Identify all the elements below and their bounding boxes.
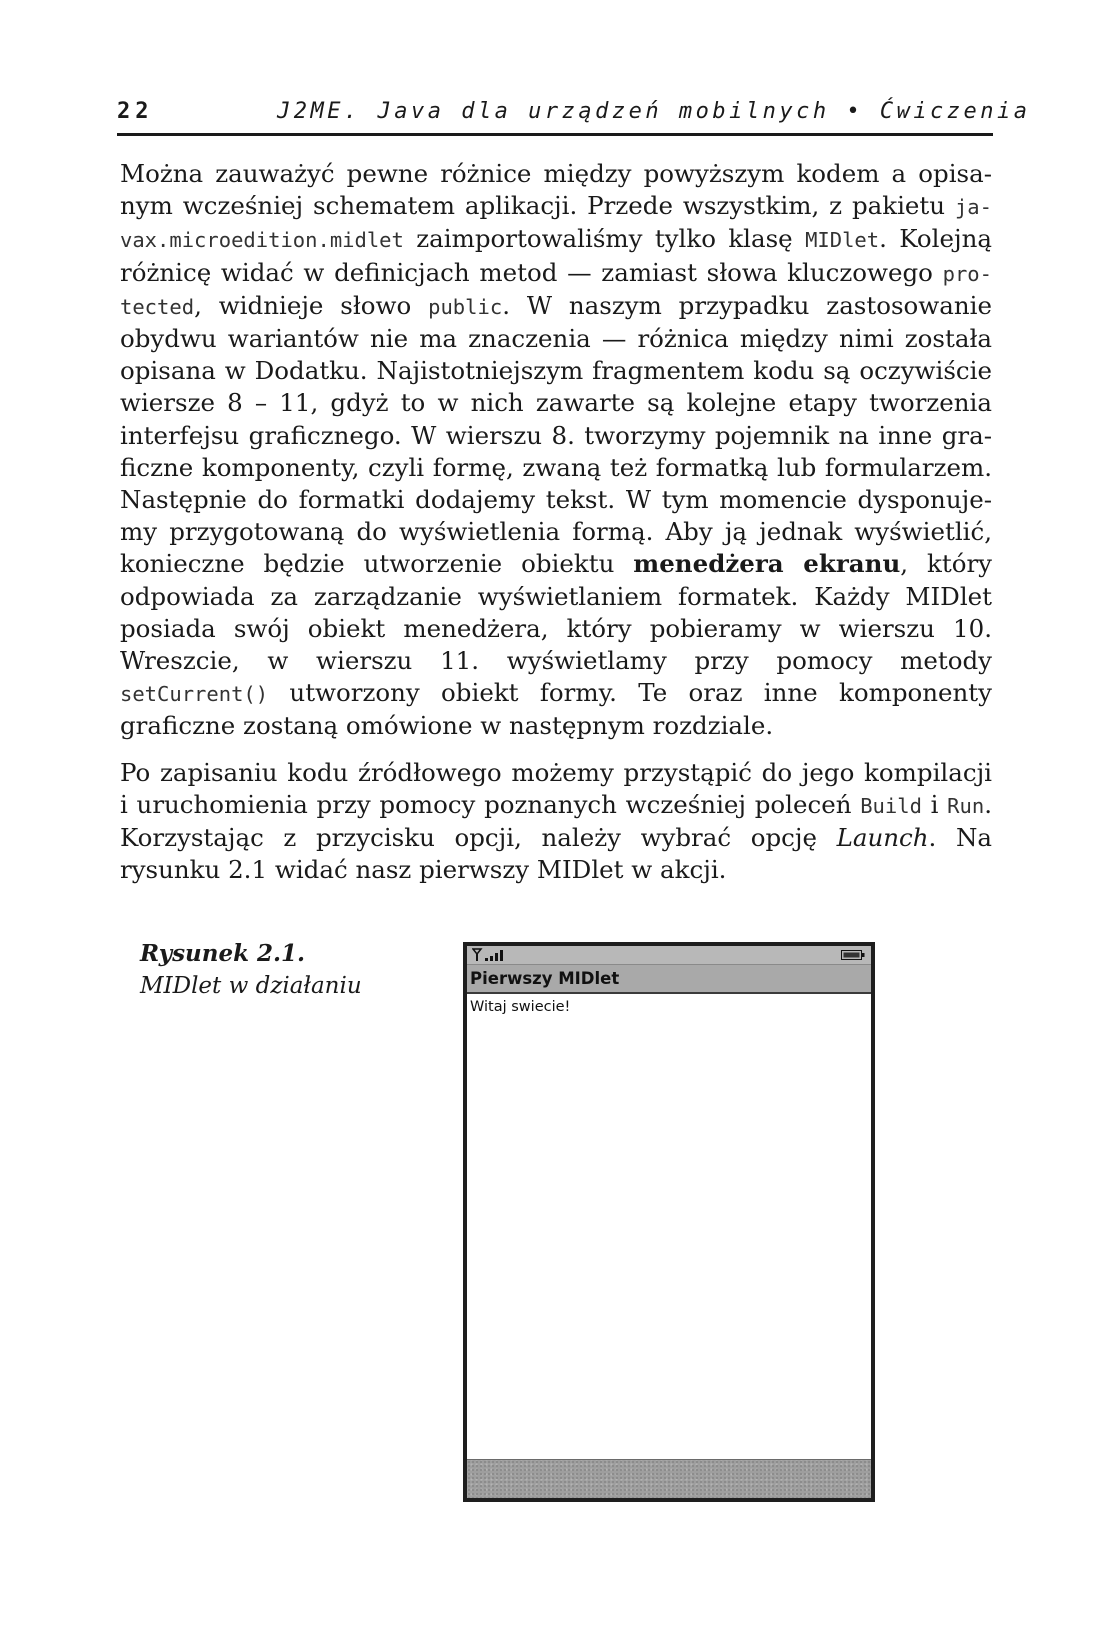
form-string-item: Witaj swiecie!: [470, 999, 571, 1015]
italic-term: Launch: [836, 823, 929, 853]
form-title: Pierwszy MIDlet: [467, 965, 871, 994]
code-class: MIDlet: [805, 228, 880, 253]
text-run: zaimportowaliśmy tylko klasę: [403, 224, 806, 254]
text-run: utworzony obiekt formy. Te oraz inne komponenty graficzne zostaną omówione w następnym rozdziale.: [120, 678, 992, 741]
page-number: 22: [117, 99, 154, 124]
code-method: setCurrent(): [120, 682, 269, 707]
text-run: , widnieje słowo: [194, 290, 429, 320]
phone-screenshot: [463, 942, 875, 1502]
text-run: . W naszym przypadku zastosowanie obydwu wariantów nie ma znaczenia — różnica między nimi została opisana w Dodatku. Najistotniejszym fragmentem kodu są oczywiście wiersze 8 – 11, gdyż to w nich zawarte są kolejne etapy tworzenia interfejsu graficznego. W wierszu 8. tworzymy pojemnik na inne graficzne komponenty, czyli formę, zwaną też formatką lub formularzem. Następnie do formatki dodajemy tekst. W tym momencie dysponujemy przygotowaną do wyświetlenia formą. Aby ją jednak wyświetlić, konieczne będzie utworzenie obiektu: [120, 290, 992, 579]
text-run: . Na rysunku 2.1 widać nasz pierwszy MIDlet w akcji.: [120, 823, 993, 885]
code-command: Run: [947, 793, 985, 818]
battery-icon: [841, 950, 865, 960]
page-header: [117, 95, 1031, 136]
code-package: javax.microedition.midlet: [120, 195, 992, 253]
text-run: . Korzystając z przycisku opcji, należy wybrać opcję: [120, 789, 992, 853]
paragraph-2: [120, 757, 992, 887]
caption-title: Rysunek 2.1.: [140, 940, 306, 967]
text-run: Po zapisaniu kodu źródłowego możemy przystąpić do jego kompilacji i uruchomienia przy pomocy poznanych wcześniej poleceń: [120, 757, 992, 819]
signal-strength-icon: [472, 948, 512, 962]
paragraph-1: [120, 158, 992, 743]
text-run: , który odpowiada za zarządzanie wyświetlaniem formatek. Każdy MIDlet posiada swój obiekt menedżera, który pobieramy w wierszu 10. Wreszcie, w wierszu 11. wyświetlamy przy pomocy metody: [120, 549, 992, 676]
soft-key-bar[interactable]: [467, 1459, 871, 1498]
text-run: . Kolejną różnicę widać w definicjach metod — zamiast słowa kluczowego: [120, 224, 992, 287]
code-keyword: public: [428, 294, 503, 319]
caption-text: MIDlet w działaniu: [140, 973, 362, 999]
status-bar: [467, 946, 871, 965]
phone-screen: [467, 946, 871, 1498]
text-run: i: [921, 789, 948, 819]
text-run: Można zauważyć pewne różnice między powyższym kodem a opisanym wcześniej schematem aplikacji. Przede wszystkim, z pakietu: [120, 159, 992, 221]
code-command: Build: [860, 793, 922, 818]
body-text: [120, 158, 992, 886]
bold-term: menedżera ekranu: [633, 549, 901, 579]
running-title: J2ME. Java dla urządzeń mobilnych • Ćwiczenia: [277, 99, 1031, 124]
code-keyword: protected: [120, 261, 992, 319]
figure-caption: [140, 938, 440, 1002]
